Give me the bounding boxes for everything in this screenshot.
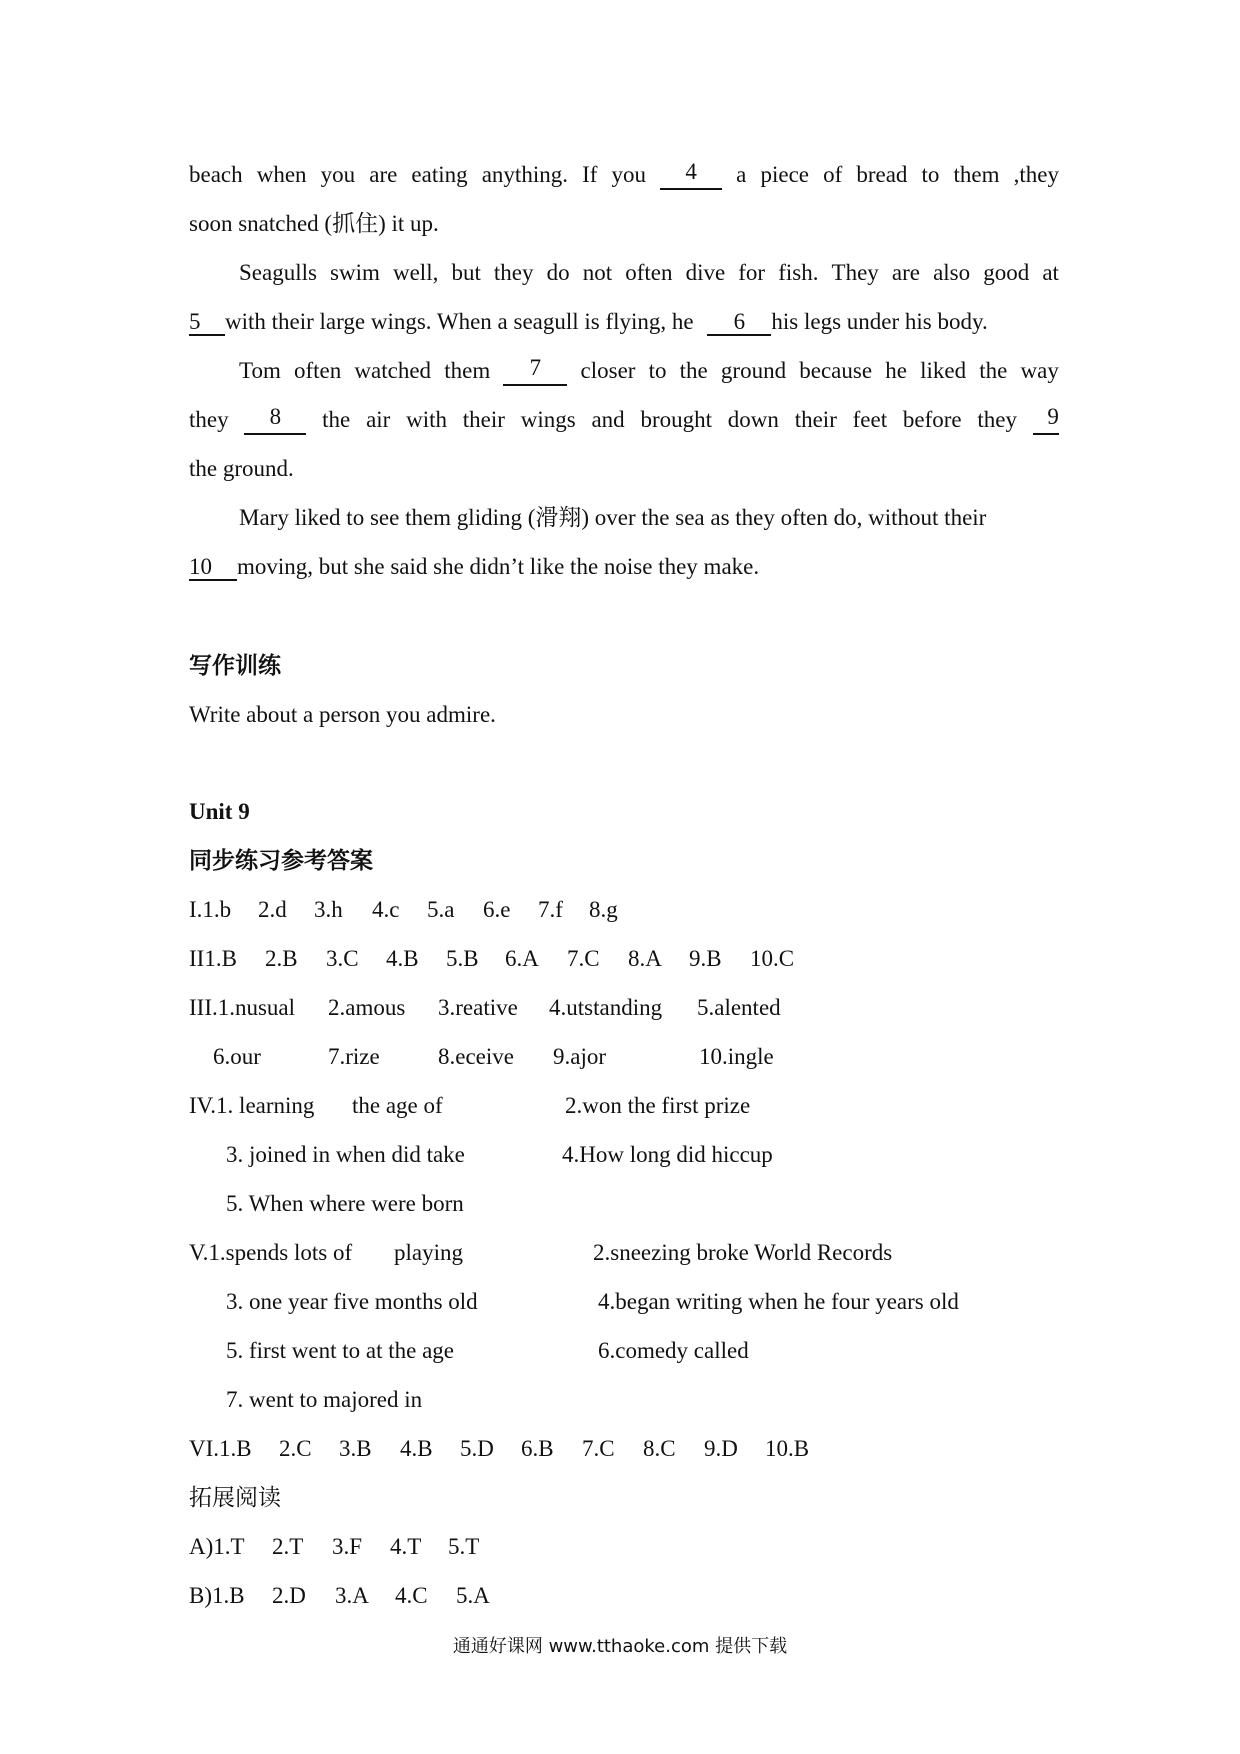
writing-prompt: Write about a person you admire. xyxy=(189,702,496,727)
answer-item: 4.utstanding xyxy=(549,995,663,1020)
word: air xyxy=(366,407,391,432)
passage-line-3 xyxy=(239,258,1059,288)
answer-item: 2.won the first prize xyxy=(565,1093,751,1118)
answer-item: 4.C xyxy=(395,1583,428,1608)
answer-item: 2.D xyxy=(272,1583,306,1608)
answer-item: 3.h xyxy=(314,897,343,922)
answer-item: 2.T xyxy=(272,1534,304,1559)
word: not xyxy=(582,260,613,285)
answer-item: 2.amous xyxy=(328,995,406,1020)
answer-item: 4.B xyxy=(400,1436,433,1461)
word: are xyxy=(891,260,920,285)
word: them xyxy=(444,358,491,383)
answer-item: 8.C xyxy=(643,1436,676,1461)
answer-item: playing xyxy=(394,1240,463,1265)
answer-item: 5.a xyxy=(427,897,455,922)
word: ,they xyxy=(1013,162,1059,187)
answers-heading: 同步练习参考答案 xyxy=(189,848,373,873)
answer-item: 4.How long did hiccup xyxy=(562,1142,773,1167)
answer-item: 7. went to majored in xyxy=(226,1387,423,1412)
word: for xyxy=(738,260,766,285)
answer-item: A)1.T xyxy=(189,1534,245,1559)
word: the xyxy=(322,407,351,432)
word: well, xyxy=(392,260,439,285)
word: watched xyxy=(354,358,432,383)
word: when xyxy=(256,162,307,187)
word: swim xyxy=(330,260,380,285)
answer-item: 10.ingle xyxy=(699,1044,774,1069)
answer-item: 6.B xyxy=(521,1436,554,1461)
writing-heading: 写作训练 xyxy=(189,653,281,678)
word: beach xyxy=(189,162,243,187)
answer-item: 6.our xyxy=(213,1044,261,1069)
answer-item: 2.C xyxy=(279,1436,312,1461)
word: eating xyxy=(411,162,468,187)
answer-item: 9.ajor xyxy=(553,1044,607,1069)
answer-item: 5.alented xyxy=(697,995,781,1020)
word: way xyxy=(1020,358,1059,383)
answer-item: 9.B xyxy=(689,946,722,971)
word: Tom xyxy=(239,358,281,383)
passage-line-4 xyxy=(189,307,988,337)
answer-item: 4.T xyxy=(390,1534,422,1559)
text-segment: moving, but she said she didn’t like the noise they make. xyxy=(237,554,760,579)
word: before xyxy=(902,407,962,432)
answer-item: 9.D xyxy=(704,1436,738,1461)
answer-item: VI.1.B xyxy=(189,1436,252,1461)
passage-line-2: soon snatched (抓住) it up. xyxy=(189,211,439,236)
answer-item: II1.B xyxy=(189,946,237,971)
word: are xyxy=(369,162,398,187)
answer-item: 6.comedy called xyxy=(598,1338,749,1363)
blank-9: 9 xyxy=(1033,405,1059,435)
word: feet xyxy=(852,407,888,432)
answer-item: 3.F xyxy=(332,1534,363,1559)
word: closer xyxy=(580,358,636,383)
answer-item: 5.A xyxy=(456,1583,490,1608)
answer-item: the age of xyxy=(352,1093,443,1118)
word: to xyxy=(921,162,940,187)
word: If xyxy=(582,162,598,187)
answer-item: 3.reative xyxy=(438,995,518,1020)
answer-item: 2.B xyxy=(265,946,298,971)
word: down xyxy=(727,407,779,432)
answer-item: 4.c xyxy=(372,897,400,922)
word: but xyxy=(451,260,481,285)
word: the xyxy=(679,358,708,383)
word: They xyxy=(831,260,879,285)
answer-item: 5.B xyxy=(446,946,479,971)
word: you xyxy=(320,162,356,187)
word: to xyxy=(648,358,667,383)
word: and xyxy=(591,407,625,432)
blank-5: 5 xyxy=(189,310,225,336)
answer-item: 7.f xyxy=(538,897,563,922)
unit-title: Unit 9 xyxy=(189,799,250,824)
word: wings xyxy=(520,407,576,432)
word: dive xyxy=(685,260,726,285)
word: often xyxy=(294,358,342,383)
answer-item: IV.1. learning xyxy=(189,1093,315,1118)
answer-item: I.1.b xyxy=(189,897,232,922)
word: them xyxy=(953,162,1000,187)
passage-line-7: the ground. xyxy=(189,456,294,481)
page-footer: 通通好课网 www.tthaoke.com 提供下载 xyxy=(452,1636,788,1657)
passage-line-6 xyxy=(189,405,1059,435)
answer-item: 2.d xyxy=(258,897,287,922)
word: with xyxy=(406,407,447,432)
word: do xyxy=(546,260,570,285)
answer-item: III.1.nusual xyxy=(189,995,296,1020)
word: their xyxy=(794,407,837,432)
answer-item: 10.C xyxy=(750,946,795,971)
answer-item: 5. When where were born xyxy=(226,1191,464,1216)
answer-item: 4.began writing when he four years old xyxy=(598,1289,959,1314)
passage-line-8: Mary liked to see them gliding (滑翔) over the sea as they often do, without their xyxy=(239,505,987,530)
answer-item: 8.g xyxy=(589,897,618,922)
answer-item: V.1.spends lots of xyxy=(189,1240,353,1265)
answer-item: 3. joined in when did take xyxy=(226,1142,465,1167)
answer-item: 3.C xyxy=(326,946,359,971)
text-segment: with their large wings. When a seagull is flying, he xyxy=(225,309,694,334)
word: brought xyxy=(640,407,713,432)
answer-item: 6.A xyxy=(505,946,539,971)
passage-line-9 xyxy=(189,552,759,582)
blank-7: 7 xyxy=(503,356,567,386)
blank-10: 10 xyxy=(189,555,237,581)
blank-8: 8 xyxy=(244,405,306,435)
answer-item: 5.T xyxy=(448,1534,480,1559)
answer-item: 10.B xyxy=(765,1436,810,1461)
word: fish. xyxy=(778,260,819,285)
word: good xyxy=(983,260,1030,285)
blank-4: 4 xyxy=(660,160,722,190)
answer-item: 6.e xyxy=(483,897,511,922)
word: a xyxy=(736,162,747,187)
answer-item: 4.B xyxy=(386,946,419,971)
word: they xyxy=(493,260,534,285)
answer-item: 8.A xyxy=(628,946,662,971)
answer-item: 5.D xyxy=(460,1436,494,1461)
word: often xyxy=(625,260,673,285)
blank-6: 6 xyxy=(707,310,771,336)
answer-item: 7.C xyxy=(582,1436,615,1461)
word: of xyxy=(823,162,843,187)
word: their xyxy=(462,407,505,432)
word: also xyxy=(933,260,971,285)
answer-item: 5. first went to at the age xyxy=(226,1338,455,1363)
answer-item: 3.A xyxy=(335,1583,369,1608)
word: because xyxy=(799,358,873,383)
word: liked xyxy=(920,358,967,383)
passage-line-1 xyxy=(189,160,1059,190)
answer-item: B)1.B xyxy=(189,1583,245,1608)
answer-item: 8.eceive xyxy=(438,1044,514,1069)
word: ground xyxy=(720,358,787,383)
answer-item: 7.C xyxy=(567,946,600,971)
passage-line-5 xyxy=(239,356,1059,386)
word: he xyxy=(885,358,907,383)
answer-item: 2.sneezing broke World Records xyxy=(593,1240,893,1265)
word: at xyxy=(1042,260,1059,285)
text-segment: his legs under his body. xyxy=(771,309,988,334)
word: piece xyxy=(760,162,809,187)
answer-item: 7.rize xyxy=(328,1044,380,1069)
word: you xyxy=(611,162,646,187)
answer-item: 3.B xyxy=(339,1436,372,1461)
word: they xyxy=(977,407,1018,432)
word: Seagulls xyxy=(239,260,317,285)
answer-item: 3. one year five months old xyxy=(226,1289,478,1314)
extended-reading-heading: 拓展阅读 xyxy=(189,1485,281,1510)
word: the xyxy=(979,358,1008,383)
word: they xyxy=(189,407,229,432)
word: anything. xyxy=(481,162,568,187)
word: bread xyxy=(856,162,908,187)
